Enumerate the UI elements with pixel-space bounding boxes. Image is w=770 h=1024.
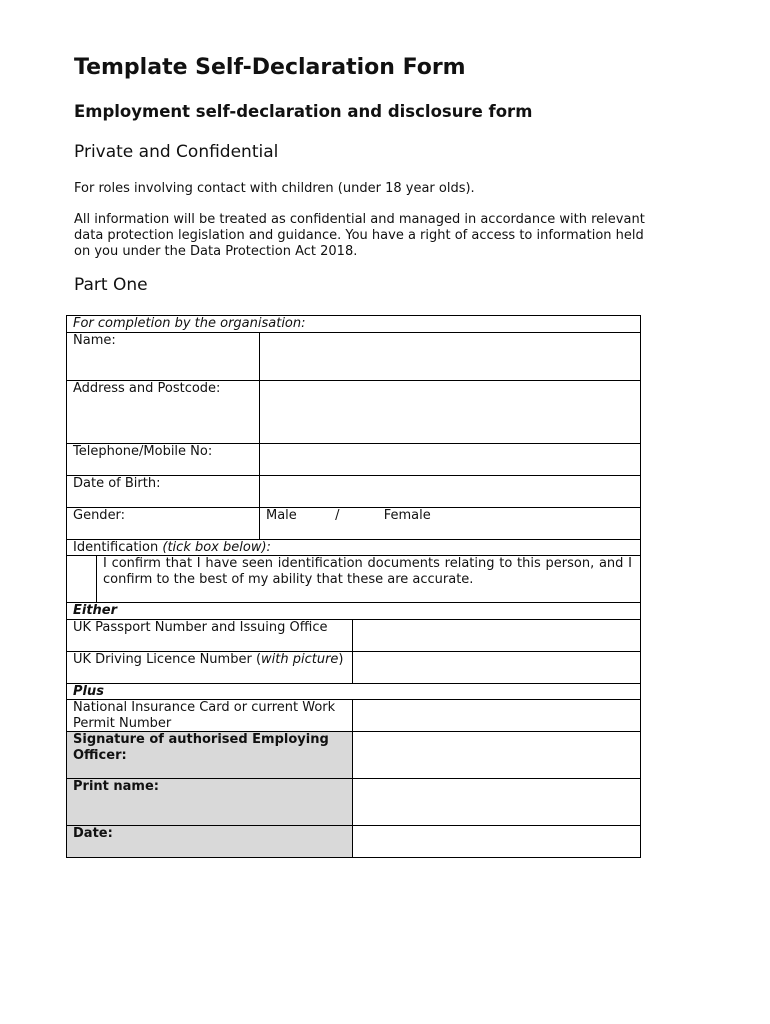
either-row bbox=[67, 603, 641, 620]
plus-row bbox=[67, 683, 641, 700]
gender-label: Gender: bbox=[67, 507, 260, 539]
intro-paragraph-data-protection: All information will be treated as confidential and managed in accordance with relevant data protection legislation and guidance. You have a right of access to information held on you under the Data Protection Act 2018. bbox=[74, 212, 645, 259]
licence-label bbox=[67, 651, 353, 683]
identification-row bbox=[67, 539, 641, 556]
confirm-row bbox=[67, 556, 641, 603]
org-header-row bbox=[67, 316, 641, 333]
licence-label-italic: with picture bbox=[261, 651, 339, 667]
phone-row bbox=[67, 443, 641, 475]
date-field[interactable] bbox=[353, 826, 641, 858]
gender-option-female[interactable]: Female bbox=[383, 507, 431, 523]
licence-label-close: ) bbox=[338, 651, 344, 667]
date-row bbox=[67, 826, 641, 858]
either-label: Either bbox=[67, 603, 641, 620]
gender-field[interactable] bbox=[260, 507, 641, 539]
address-row bbox=[67, 380, 641, 443]
address-label: Address and Postcode: bbox=[67, 380, 260, 443]
passport-row bbox=[67, 619, 641, 651]
identification-header bbox=[67, 539, 641, 556]
form-title: Template Self-Declaration Form bbox=[74, 55, 466, 80]
name-field[interactable] bbox=[260, 332, 641, 380]
name-row bbox=[67, 332, 641, 380]
signature-label: Signature of authorised Employing Officer: bbox=[67, 732, 353, 779]
gender-separator: / bbox=[335, 507, 340, 523]
licence-field[interactable] bbox=[353, 651, 641, 683]
confidential-heading: Private and Confidential bbox=[74, 142, 279, 162]
gender-row bbox=[67, 507, 641, 539]
org-header: For completion by the organisation: bbox=[67, 316, 641, 333]
identification-label: Identification bbox=[73, 539, 159, 555]
licence-row bbox=[67, 651, 641, 683]
name-label: Name: bbox=[67, 332, 260, 380]
plus-label: Plus bbox=[67, 683, 641, 700]
gender-option-male[interactable]: Male bbox=[266, 507, 297, 523]
passport-field[interactable] bbox=[353, 619, 641, 651]
date-label: Date: bbox=[67, 826, 353, 858]
confirm-tick-box[interactable] bbox=[67, 556, 97, 603]
ni-label: National Insurance Card or current Work Permit Number bbox=[67, 700, 353, 732]
print-name-field[interactable] bbox=[353, 779, 641, 826]
ni-field[interactable] bbox=[353, 700, 641, 732]
signature-row bbox=[67, 732, 641, 779]
dob-label: Date of Birth: bbox=[67, 475, 260, 507]
ni-row bbox=[67, 700, 641, 732]
address-field[interactable] bbox=[260, 380, 641, 443]
licence-label-text: UK Driving Licence Number ( bbox=[73, 651, 262, 667]
print-name-row bbox=[67, 779, 641, 826]
identification-hint: (tick box below): bbox=[162, 539, 271, 555]
signature-field[interactable] bbox=[353, 732, 641, 779]
form-subtitle: Employment self-declaration and disclosure form bbox=[74, 102, 533, 121]
confirm-text: I confirm that I have seen identification documents relating to this person, and I confirm to the best of my ability that these are accurate. bbox=[97, 556, 641, 603]
phone-label: Telephone/Mobile No: bbox=[67, 443, 260, 475]
intro-paragraph-roles: For roles involving contact with children (under 18 year olds). bbox=[74, 181, 475, 196]
print-name-label: Print name: bbox=[67, 779, 353, 826]
dob-row bbox=[67, 475, 641, 507]
phone-field[interactable] bbox=[260, 443, 641, 475]
part-one-heading: Part One bbox=[74, 275, 148, 295]
passport-label: UK Passport Number and Issuing Office bbox=[67, 619, 353, 651]
declaration-table bbox=[66, 315, 641, 858]
dob-field[interactable] bbox=[260, 475, 641, 507]
